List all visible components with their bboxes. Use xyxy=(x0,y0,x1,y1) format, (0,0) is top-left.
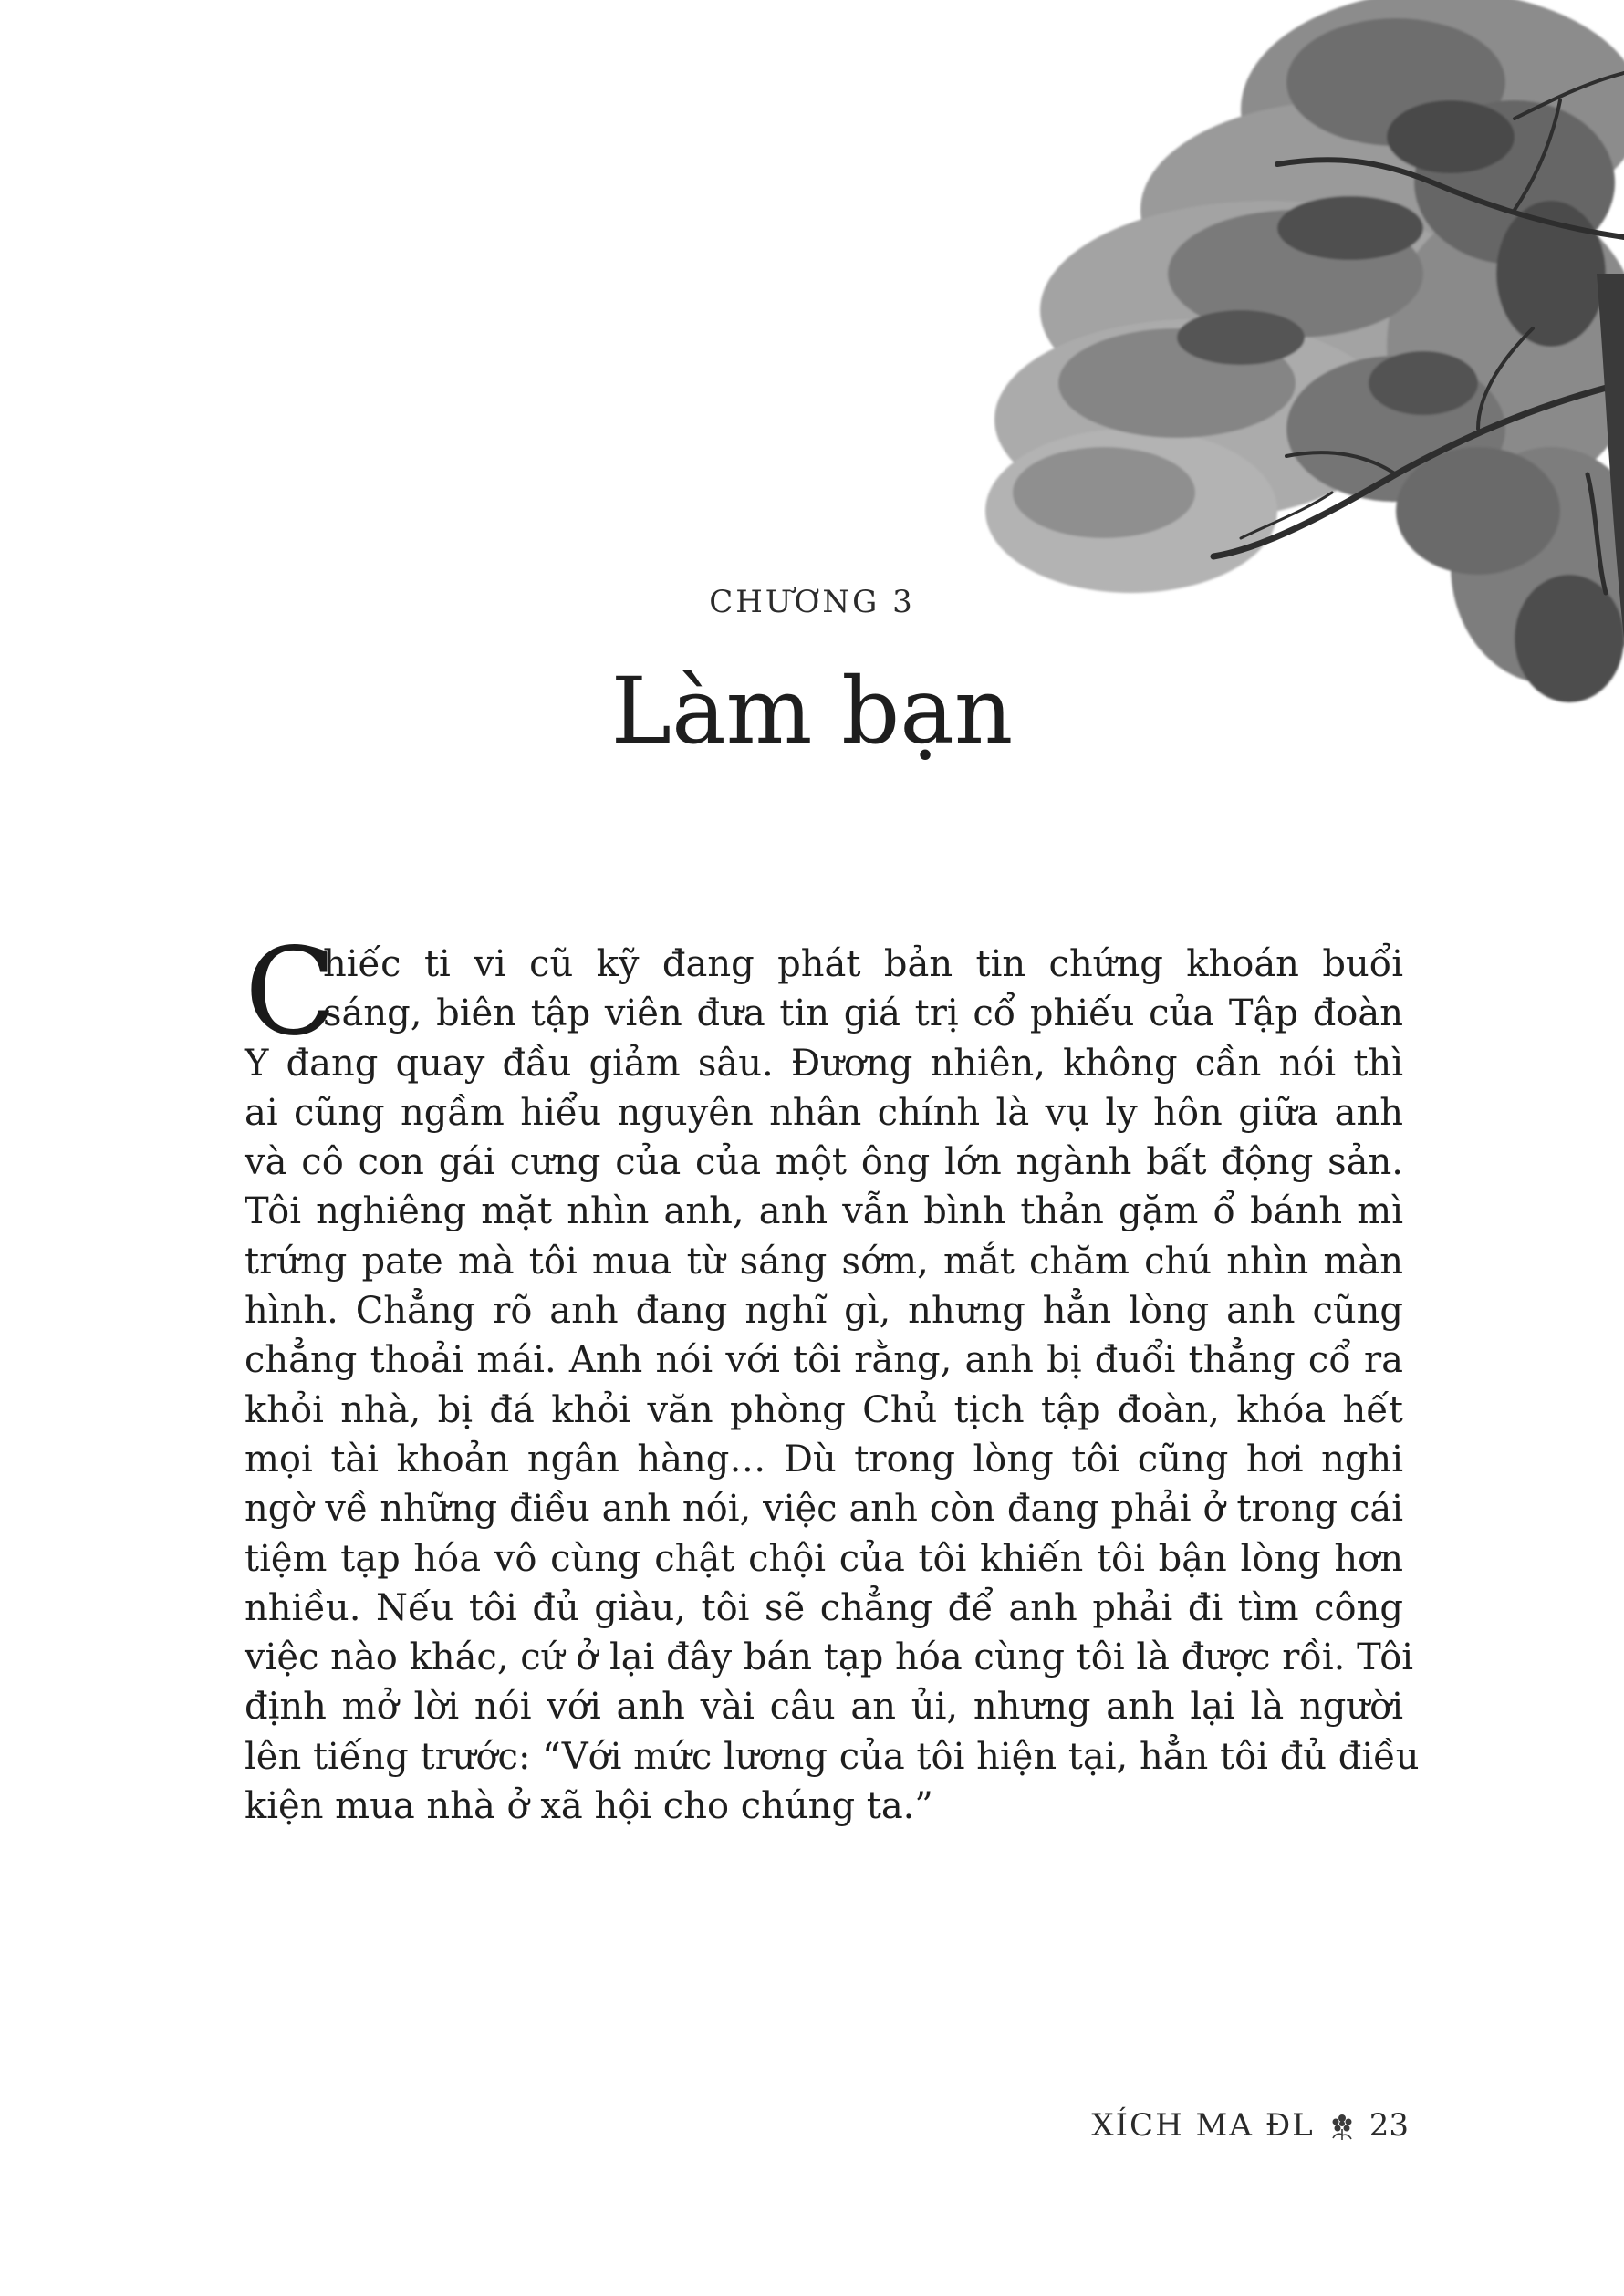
page-number: 23 xyxy=(1369,2107,1409,2144)
text-line: tiệm tạp hóa vô cùng chật chội của tôi khiến tôi bận lòng hơn xyxy=(245,1537,1403,1580)
text-line: ngờ về những điều anh nói, việc anh còn đang phải ở trong cái xyxy=(245,1488,1403,1531)
text-line: khỏi nhà, bị đá khỏi văn phòng Chủ tịch tập đoàn, khóa hết xyxy=(245,1388,1403,1431)
text-line: hình. Chẳng rõ anh đang nghĩ gì, nhưng hẳn lòng anh cũng xyxy=(245,1290,1403,1333)
text-line: kiện mua nhà ở xã hội cho chúng ta.” xyxy=(245,1785,933,1828)
tree-illustration xyxy=(967,0,1624,730)
drop-cap: C xyxy=(245,922,337,1063)
chapter-label: CHƯƠNG 3 xyxy=(709,584,915,620)
text-line: nhiều. Nếu tôi đủ giàu, tôi sẽ chẳng để anh phải đi tìm công xyxy=(245,1586,1403,1629)
body-text xyxy=(245,922,1420,1831)
text-line: sáng, biên tập viên đưa tin giá trị cổ phiếu của Tập đoàn xyxy=(323,992,1403,1035)
text-line: lên tiếng trước: “Với mức lương của tôi hiện tại, hẳn tôi đủ điều xyxy=(245,1735,1420,1778)
text-line: ai cũng ngầm hiểu nguyên nhân chính là vụ ly hôn giữa anh xyxy=(245,1091,1403,1134)
text-line: trứng pate mà tôi mua từ sáng sớm, mắt chăm chú nhìn màn xyxy=(245,1240,1403,1283)
text-line: định mở lời nói với anh vài câu an ủi, nhưng anh lại là người xyxy=(245,1686,1403,1729)
text-line: Y đang quay đầu giảm sâu. Đương nhiên, không cần nói thì xyxy=(245,1042,1403,1085)
page-footer xyxy=(1091,2107,1409,2144)
text-line: hiếc ti vi cũ kỹ đang phát bản tin chứng khoán buổi xyxy=(323,943,1403,985)
book-title: XÍCH MA ĐL xyxy=(1091,2107,1315,2144)
flower-ornament-icon xyxy=(1324,2107,1360,2144)
text-line: mọi tài khoản ngân hàng… Dù trong lòng tôi cũng hơi nghi xyxy=(245,1438,1403,1480)
text-line: Tôi nghiêng mặt nhìn anh, anh vẫn bình thản gặm ổ bánh mì xyxy=(245,1190,1403,1233)
text-line: việc nào khác, cứ ở lại đây bán tạp hóa cùng tôi là được rồi. Tôi xyxy=(245,1636,1414,1679)
text-line: và cô con gái cưng của của một ông lớn ngành bất động sản. xyxy=(245,1141,1403,1184)
chapter-title: Làm bạn xyxy=(610,658,1014,764)
text-line: chẳng thoải mái. Anh nói với tôi rằng, anh bị đuổi thẳng cổ ra xyxy=(245,1339,1403,1382)
